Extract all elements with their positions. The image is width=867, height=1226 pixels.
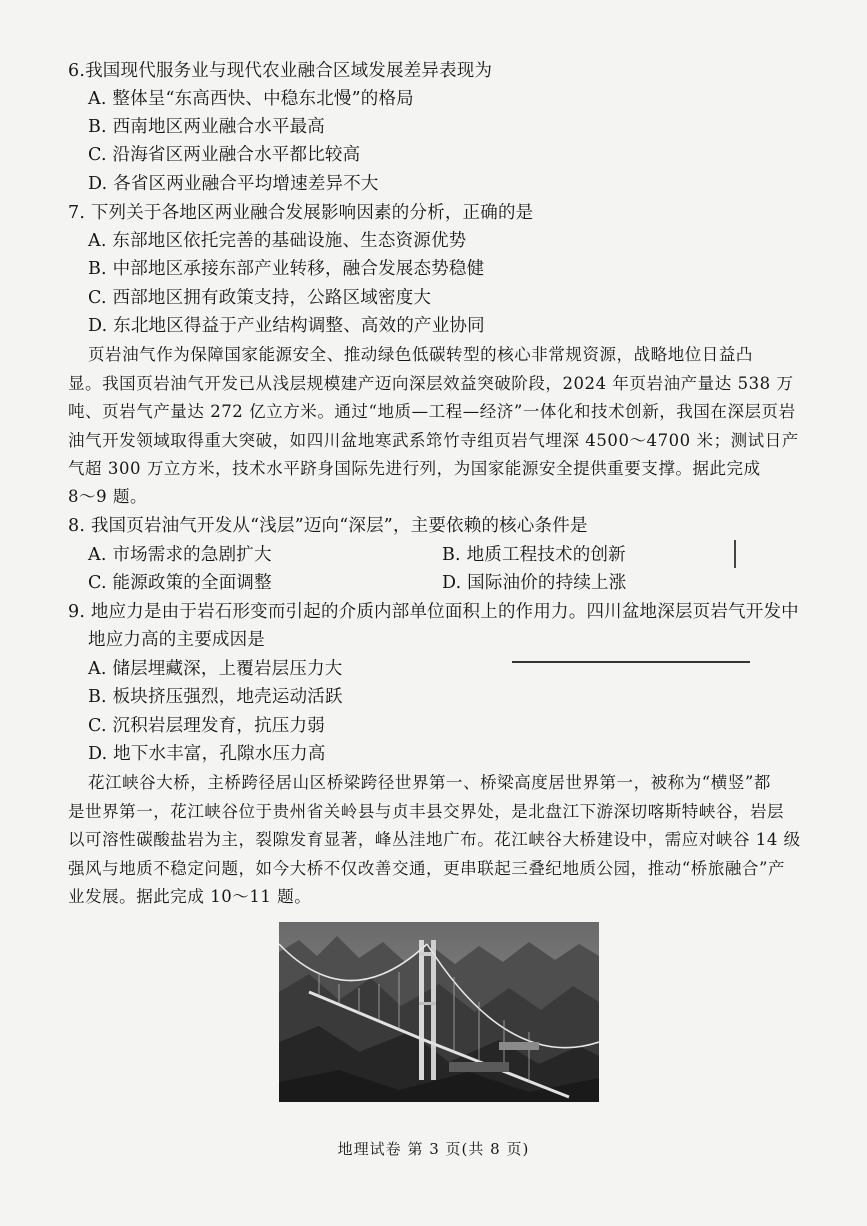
question-9-stem-continued: 地应力高的主要成因是 bbox=[88, 630, 265, 650]
question-8-option-a: A. 市场需求的急剧扩大 bbox=[88, 545, 272, 565]
question-9-option-d: D. 地下水丰富，孔隙水压力高 bbox=[88, 744, 326, 764]
question-7-option-c: C. 西部地区拥有政策支持，公路区域密度大 bbox=[88, 288, 432, 308]
scan-mark bbox=[734, 540, 736, 568]
question-6-stem: 6.我国现代服务业与现代农业融合区域发展差异表现为 bbox=[68, 61, 493, 81]
bridge-passage-line: 以可溶性碳酸盐岩为主，裂隙发育显著，峰丛洼地广布。花江峡谷大桥建设中，需应对峡谷 14 级 bbox=[68, 830, 801, 849]
question-7-stem: 7. 下列关于各地区两业融合发展影响因素的分析，正确的是 bbox=[68, 203, 534, 223]
question-7-option-b: B. 中部地区承接东部产业转移，融合发展态势稳健 bbox=[88, 259, 485, 279]
question-7-option-a: A. 东部地区依托完善的基础设施、生态资源优势 bbox=[88, 231, 467, 251]
question-9-option-b: B. 板块挤压强烈，地壳运动活跃 bbox=[88, 687, 343, 707]
shale-passage-line: 显。我国页岩油气开发已从浅层规模建产迈向深层效益突破阶段，2024 年页岩油产量达 538 万 bbox=[68, 374, 794, 393]
question-8-option-b: B. 地质工程技术的创新 bbox=[442, 545, 626, 565]
bridge-passage-line: 强风与地质不稳定问题，如今大桥不仅改善交通，更串联起三叠纪地质公园，推动“桥旅融合”产 bbox=[68, 859, 786, 878]
shale-passage-line: 油气开发领域取得重大突破，如四川盆地寒武系筇竹寺组页岩气埋深 4500～4700 米；测试日产 bbox=[68, 431, 799, 450]
question-7-option-d: D. 东北地区得益于产业结构调整、高效的产业协同 bbox=[88, 316, 485, 336]
question-8-option-c: C. 能源政策的全面调整 bbox=[88, 573, 272, 593]
page-footer: 地理试卷 第 3 页(共 8 页) bbox=[337, 1140, 530, 1158]
question-8-stem: 8. 我国页岩油气开发从“浅层”迈向“深层”，主要依赖的核心条件是 bbox=[68, 516, 588, 536]
bridge-passage-line: 是世界第一，花江峡谷位于贵州省关岭县与贞丰县交界处，是北盘江下游深切喀斯特峡谷，岩层 bbox=[68, 802, 785, 821]
question-6-option-c: C. 沿海省区两业融合水平都比较高 bbox=[88, 145, 361, 165]
question-9-option-a: A. 储层埋藏深，上覆岩层压力大 bbox=[88, 659, 343, 679]
shale-passage-line: 吨、页岩气产量达 272 亿立方米。通过“地质—工程—经济”一体化和技术创新，我国在深层页岩 bbox=[68, 402, 796, 421]
scan-mark bbox=[512, 661, 750, 663]
shale-passage-line: 页岩油气作为保障国家能源安全、推动绿色低碳转型的核心非常规资源，战略地位日益凸 bbox=[88, 345, 753, 364]
question-6-option-a: A. 整体呈“东高西快、中稳东北慢”的格局 bbox=[88, 89, 414, 109]
shale-passage-line: 气超 300 万立方米，技术水平跻身国际先进行列，为国家能源安全提供重要支撑。据此完成 bbox=[68, 459, 761, 478]
question-9-stem: 9. 地应力是由于岩石形变而引起的介质内部单位面积上的作用力。四川盆地深层页岩气开发中 bbox=[68, 602, 799, 622]
question-8-option-d: D. 国际油价的持续上涨 bbox=[442, 573, 627, 593]
bridge-passage-line: 业发展。据此完成 10～11 题。 bbox=[68, 887, 312, 906]
question-6-option-d: D. 各省区两业融合平均增速差异不大 bbox=[88, 174, 379, 194]
bridge-photo bbox=[279, 922, 599, 1102]
question-9-option-c: C. 沉积岩层理发育，抗压力弱 bbox=[88, 716, 325, 736]
bridge-passage-line: 花江峡谷大桥，主桥跨径居山区桥梁跨径世界第一、桥梁高度居世界第一，被称为“横竖”都 bbox=[88, 773, 771, 792]
shale-passage-line: 8～9 题。 bbox=[68, 487, 148, 506]
question-6-option-b: B. 西南地区两业融合水平最高 bbox=[88, 117, 325, 137]
